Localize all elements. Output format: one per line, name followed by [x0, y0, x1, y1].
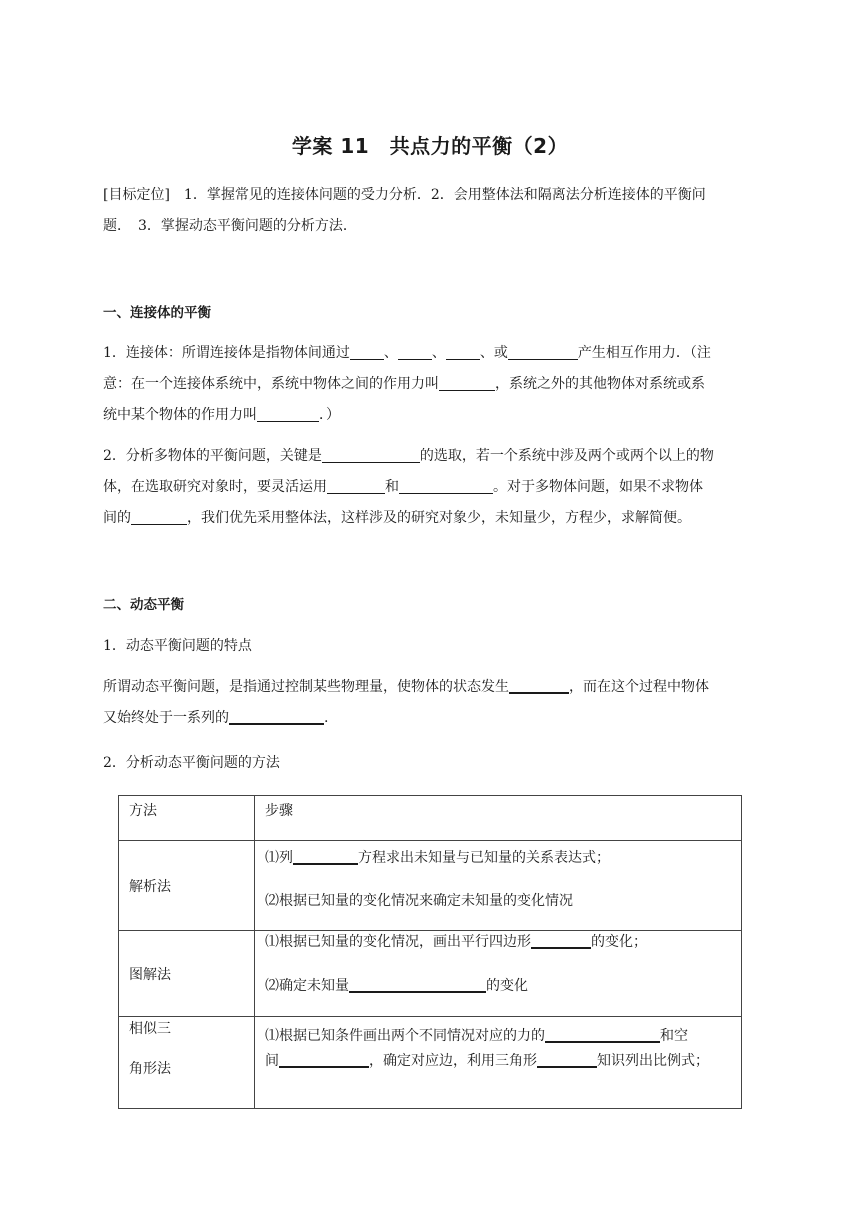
step-line: ⑴根据已知条件画出两个不同情况对应的力的 和空 — [265, 1025, 731, 1046]
table-header-cell: 步骤 — [255, 796, 742, 841]
fill-blank[interactable] — [322, 446, 420, 463]
text-line: 体，在选取研究对象时，要灵活运用 和 。对于多物体问题，如果不求物体 — [103, 479, 703, 495]
fill-blank[interactable] — [508, 343, 578, 360]
step-line: ⑴根据已知量的变化情况，画出平行四边形 的变化； — [265, 931, 731, 952]
table-header-cell: 方法 — [119, 796, 255, 841]
objectives-line-1: [目标定位] 1．掌握常见的连接体问题的受力分析．2．会用整体法和隔离法分析连接体的平衡问 — [103, 187, 706, 203]
text-line: 间的 ，我们优先采用整体法，这样涉及的研究对象少，未知量少，方程少，求解简便。 — [103, 510, 691, 526]
section-1-paragraph-2 — [103, 441, 758, 534]
step-line: 间 ，确定对应边，利用三角形 知识列出比例式； — [265, 1050, 731, 1071]
text-line: 又始终处于一系列的 . — [103, 703, 758, 734]
section-2-sub-2: 2．分析动态平衡问题的方法 — [103, 755, 280, 771]
page-title: 学案 11 共点力的平衡（2） — [291, 134, 569, 158]
text-line: 1．连接体：所谓连接体是指物体间通过 、 、 、或 产生相互作用力．（注 — [103, 345, 711, 361]
table-row — [119, 931, 742, 1017]
fill-blank[interactable] — [349, 975, 486, 993]
fill-blank[interactable] — [131, 508, 187, 525]
section-1-heading: 一、连接体的平衡 — [103, 305, 211, 321]
table-row — [119, 841, 742, 931]
fill-blank[interactable] — [399, 477, 493, 494]
text-line: 意：在一个连接体系统中，系统中物体之间的作用力叫 ，系统之外的其他物体对系统或系 — [103, 376, 705, 392]
fill-blank[interactable] — [545, 1025, 660, 1043]
steps-cell — [255, 841, 742, 931]
fill-blank[interactable] — [293, 847, 358, 865]
section-2-heading: 二、动态平衡 — [103, 597, 184, 613]
fill-blank[interactable] — [350, 343, 384, 360]
fill-blank[interactable] — [327, 477, 385, 494]
section-2-paragraph-1 — [103, 672, 758, 734]
method-cell: 相似三 角形法 — [119, 1017, 255, 1109]
table-row — [119, 1017, 742, 1109]
fill-blank[interactable] — [398, 343, 432, 360]
step-line: ⑴列 方程求出未知量与已知量的关系表达式； — [265, 847, 731, 868]
text-line: 2．分析多物体的平衡问题，关键是 的选取，若一个系统中涉及两个或两个以上的物 — [103, 448, 714, 464]
section-2-sub-1: 1．动态平衡问题的特点 — [103, 638, 252, 654]
table-header-row — [119, 796, 742, 841]
fill-blank[interactable] — [257, 405, 319, 422]
step-line: ⑵确定未知量 的变化 — [265, 975, 731, 996]
fill-blank[interactable] — [279, 1050, 369, 1068]
section-1-paragraph-1 — [103, 338, 758, 431]
objectives-line-2: 题． 3．掌握动态平衡问题的分析方法． — [103, 218, 357, 234]
objectives-paragraph — [103, 180, 758, 242]
fill-blank[interactable] — [229, 707, 324, 725]
text-line: 统中某个物体的作用力叫 ．） — [103, 407, 340, 423]
fill-blank[interactable] — [446, 343, 480, 360]
method-cell: 解析法 — [119, 841, 255, 931]
steps-cell — [255, 931, 742, 1017]
methods-table — [118, 795, 742, 1109]
method-cell: 图解法 — [119, 931, 255, 1017]
fill-blank[interactable] — [537, 1050, 597, 1068]
step-line: ⑵根据已知量的变化情况来确定未知量的变化情况 — [265, 893, 573, 909]
fill-blank[interactable] — [509, 676, 569, 694]
fill-blank[interactable] — [439, 374, 495, 391]
fill-blank[interactable] — [531, 931, 591, 949]
steps-cell — [255, 1017, 742, 1109]
text-line: 所谓动态平衡问题，是指通过控制某些物理量，使物体的状态发生 ，而在这个过程中物体 — [103, 672, 758, 703]
